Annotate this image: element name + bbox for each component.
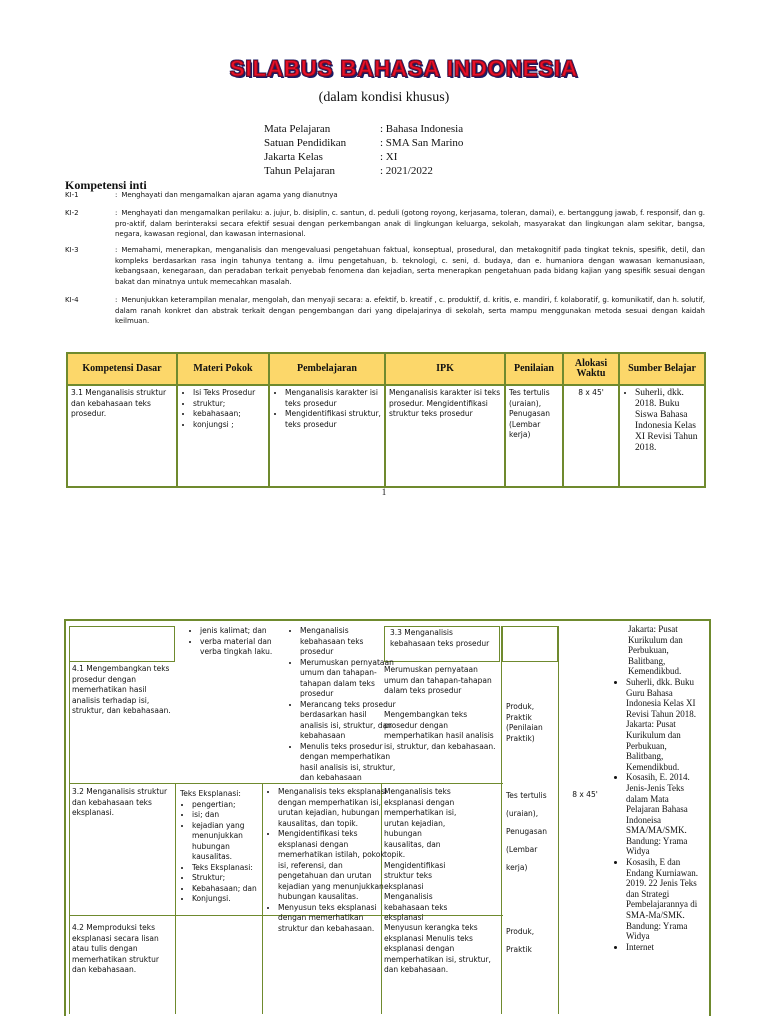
page-number: 1 (381, 487, 387, 497)
penilaian-line: (uraian), (506, 809, 539, 818)
sumber-belajar (614, 624, 704, 952)
list-item: • Menganalisis teks eksplanasi dengan memperhatikan isi, urutan kejadian, hubungan kausalitas, dan topik. (278, 787, 388, 829)
list-item: • struktur; (193, 399, 265, 410)
meta-value: : XI (380, 151, 398, 163)
list-item: • pengertian; (192, 800, 262, 811)
meta-value: : SMA San Marino (380, 137, 464, 149)
ki-item (65, 190, 705, 201)
list-item: • konjungsi ; (193, 420, 265, 431)
list-item: • Konjungsi. (192, 894, 262, 905)
materi-cell (177, 385, 269, 487)
ipk-text: 3.3 Menganalisis kebahasaan teks prosedur (390, 628, 490, 648)
column-header: Penilaian (505, 353, 563, 385)
pembelajaran-cell (269, 385, 385, 487)
ipk-text: Merumuskan pernyataan umum dan tahapan-tahapan dalam teks prosedur (384, 665, 492, 695)
list-item: • Isi Teks Prosedur (193, 388, 265, 399)
list-item: • Mengidentifikasi teks eksplanasi dengan memerhatikan istilah, pokok isi, referensi, dan pengetahuan dan urutan kejadian yang menunjukkan hubungan kausalitas. (278, 829, 388, 903)
ki-text: : Memahami, menerapkan, menganalisis dan mengevaluasi pengetahuan faktual, konseptual, prosedural, dan metakognitif pada tingkat teknis, spesifik, detil, dan kompleks berdasarkan rasa ingin tahunya tentang a. ilmu pengetahuan, b. teknologi, c. seni, d. budaya, dan e. humaniora dengan wawasan kemanusiaan, kebangsaan, kenegaraan, dan peradaban terkait penyebab fenomena dan kejadian, serta menerapkan pengetahuan pada bidang kajian yang spesifik sesuai dengan bakat dan minatnya untuk memecahkan masalah. (115, 246, 705, 286)
ki-heading: Kompetensi inti (65, 178, 147, 192)
column-header: Pembelajaran (269, 353, 385, 385)
list-item: • Teks Eksplanasi: (192, 863, 262, 874)
ki-text: : Menghayati dan mengamalkan perilaku: a. jujur, b. disiplin, c. santun, d. peduli (gotong royong, kerjasama, toleran, damai), e. bertanggung jawab, f. responsif, dan g. pro-aktif, dalam berinteraksi secara efektif sesuai dengan perkembangan anak di lingkungan keluarga, sekolah, masyarakat dan lingkungan alam sekitar, bangsa, negara, kawasan regional, dan kawasan internasional. (115, 209, 705, 238)
column-header: Materi Pokok (177, 353, 269, 385)
kd-text: 4.2 Memproduksi teks eksplanasi secara lisan atau tulis dengan memerhatikan struktur dan kebahasaan. (72, 923, 159, 974)
ki-code: KI-2 (65, 209, 79, 217)
ki-text: : Menunjukkan keterampilan menalar, mengolah, dan menyaji secara: a. efektif, b. kreatif , c. produktif, d. kritis, e. mandiri, f. kolaboratif, g. komunikatif, dan h. solutif, dalam ranah konkret dan abstrak terkait dengan pengembangan dari yang dipelajarinya di sekolah, serta mampu menggunakan metoda sesuai dengan kaidah keilmuan. (115, 296, 705, 325)
penilaian-line: Praktik (506, 945, 532, 954)
penilaian-line: Penugasan (509, 409, 550, 418)
meta-row (264, 122, 463, 136)
meta-row (264, 136, 463, 150)
ki-code: KI-4 (65, 296, 79, 304)
penilaian-text (506, 923, 558, 959)
kd-cell: 3.1 Menganalisis struktur dan kebahasaan teks prosedur. (67, 385, 177, 487)
ki-item (65, 208, 705, 240)
kd-text: 4.1 Mengembangkan teks prosedur dengan memerhatikan hasil analisis terhadap isi, struktur, dan kebahasaan. (72, 664, 171, 715)
penilaian-line: (uraian), (509, 398, 542, 408)
penilaian-line: Tes tertulis (509, 388, 550, 397)
ki-item (65, 245, 705, 287)
column-divider (69, 626, 70, 1014)
penilaian-text: Produk, Praktik (Penilaian Praktik) (506, 702, 543, 743)
list-item: • Merumuskan pernyataan umum dan tahapan-tahapan dalam teks prosedur (300, 658, 396, 700)
list-item: • Suherli, dkk. Buku Guru Bahasa Indonesia Kelas XI Revisi Tahun 2018. Jakarta: Pusat Kurikulum dan Perbukuan, Balitbang, Kemendikbud. (626, 677, 704, 772)
list-item: • Menganalisis kebahasaan teks prosedur (300, 626, 396, 658)
materi-text (180, 789, 262, 905)
penilaian-cell (505, 385, 563, 487)
penilaian-line: Produk, (506, 927, 535, 936)
row-divider (69, 783, 503, 784)
meta-value: : Bahasa Indonesia (380, 123, 464, 135)
alokasi-text: 8 x 45' (572, 790, 598, 799)
ipk-cell: Menganalisis karakter isi teks prosedur. Mengidentifikasi struktur teks prosedur (385, 385, 505, 487)
penilaian-line: kerja) (506, 863, 528, 872)
ki-text: : Menghayati dan mengamalkan ajaran agama yang dianutnya (115, 191, 338, 199)
column-header: Sumber Belajar (619, 353, 705, 385)
list-item: • Kosasih, E dan Endang Kurniawan. 2019. 22 Jenis Teks dan Strategi Pembelajarannya di SMA-Ma/SMK. Bandung: Yrama Widya (626, 857, 704, 942)
ipk-text: Menganalisis teks eksplanasi dengan memperhatikan isi, urutan kejadian, hubungan kausalitas, dan topik. Mengidentifikasi struktur teks eksplanasi Menganalisis kebahasaan teks eksplanasi (384, 787, 457, 922)
meta-row (264, 164, 463, 178)
list-item: • Menganalisis karakter isi teks prosedur (285, 388, 381, 409)
penilaian-text (506, 787, 558, 877)
column-header: Kompetensi Dasar (67, 353, 177, 385)
pembelajaran-list (266, 787, 388, 934)
column-header: IPK (385, 353, 505, 385)
document-title: SILABUS BAHASA INDONESIA (229, 56, 579, 81)
penilaian-line: Penugasan (506, 827, 547, 836)
alokasi-cell: 8 x 45' (563, 385, 619, 487)
meta-label: Jakarta Kelas (264, 151, 323, 163)
list-item: • Menulis teks prosedur dengan memperhatikan hasil analisis isi, struktur, dan kebahasaan (300, 742, 396, 784)
materi-list (188, 626, 275, 658)
table-row (67, 385, 705, 487)
ki-item (65, 295, 705, 327)
ki-text-content: Menghayati dan mengamalkan perilaku: a. jujur, b. disiplin, c. santun, d. peduli (gotong royong, kerjasama, toleran, damai), e. bertanggung jawab, f. responsif, dan g. pro-aktif, dalam berinteraksi secara efektif sesuai dengan perkembangan anak di lingkungan keluarga, sekolah, masyarakat dan lingkungan alam sekitar, bangsa, negara, kawasan regional, dan kawasan internasional. (115, 209, 705, 238)
ki-code: KI-3 (65, 246, 79, 254)
column-header: Alokasi Waktu (563, 353, 619, 385)
meta-label: Mata Pelajaran (264, 123, 331, 135)
table-cell (502, 626, 558, 662)
penilaian-line: kerja) (509, 430, 531, 439)
list-item: • Merancang teks prosedur berdasarkan hasil analisis isi, struktur, dan kebahasaan (300, 700, 396, 742)
list-item: • verba material dan verba tingkah laku. (200, 637, 275, 658)
list-item: • kejadian yang menunjukkan hubungan kausalitas. (192, 821, 262, 863)
ki-code: KI-1 (65, 191, 79, 199)
kd-text: 3.2 Menganalisis struktur dan kebahasaan teks eksplanasi. (72, 787, 168, 817)
meta-row (264, 150, 463, 164)
meta-value: : 2021/2022 (380, 165, 433, 177)
document-meta (264, 122, 463, 178)
document-subtitle: (dalam kondisi khusus) (318, 90, 450, 105)
sumber-cell (619, 385, 705, 487)
list-item: • kebahasaan; (193, 409, 265, 420)
table-cell (69, 626, 175, 662)
ki-text-content: Menunjukkan keterampilan menalar, mengolah, dan menyaji secara: a. efektif, b. kreatif , c. produktif, d. kritis, e. mandiri, f. kolaboratif, g. komunikatif, dan h. solutif, dalam ranah konkret dan abstrak terkait dengan pengembangan dari yang dipelajarinya di sekolah, serta mampu menggunakan metoda sesuai dengan kaidah keilmuan. (115, 296, 705, 325)
table-header-row (67, 353, 705, 385)
penilaian-line: Tes tertulis (506, 791, 547, 800)
list-item: • Kebahasaan; dan (192, 884, 262, 895)
list-item: • isi; dan (192, 810, 262, 821)
column-divider (175, 783, 176, 1014)
list-item: • Mengidentifikasi struktur, teks prosedur (285, 409, 381, 430)
penilaian-line: (Lembar (506, 845, 538, 854)
list-item: • Struktur; (192, 873, 262, 884)
ki-text-content: Memahami, menerapkan, menganalisis dan mengevaluasi pengetahuan faktual, konseptual, prosedural, dan metakognitif pada tingkat teknis, spesifik, detil, dan kompleks berdasarkan rasa ingin tahunya tentang a. ilmu pengetahuan, b. teknologi, c. seni, d. budaya, dan e. humaniora dengan wawasan kemanusiaan, kebangsaan, kenegaraan, dan peradaban terkait penyebab fenomena dan kejadian, serta menerapkan pengetahuan pada bidang kajian yang spesifik sesuai dengan bakat dan minatnya untuk memecahkan masalah. (115, 246, 705, 286)
meta-label: Tahun Pelajaran (264, 165, 336, 177)
ipk-text: Mengembangkan teks prosedur dengan memperhatikan hasil analisis isi, struktur, dan kebahasaan. (384, 710, 496, 751)
list-item: • jenis kalimat; dan (200, 626, 275, 637)
list-item: • Internet (626, 942, 704, 953)
sumber-continuation: Jakarta: Pusat Kurikulum dan Perbukuan, Balitbang, Kemendikbud. (628, 624, 683, 677)
meta-label: Satuan Pendidikan (264, 137, 347, 149)
syllabus-table (66, 352, 706, 488)
column-divider (262, 783, 263, 1014)
column-divider (501, 626, 502, 1014)
list-item: • Suherli, dkk. 2018. Buku Siswa Bahasa Indonesia Kelas XI Revisi Tahun 2018. (635, 388, 701, 454)
ki-text-content: Menghayati dan mengamalkan ajaran agama yang dianutnya (121, 191, 338, 199)
column-divider (558, 626, 559, 1014)
list-item: • Kosasih, E. 2014. Jenis-Jenis Teks dalam Mata Pelajaran Bahasa Indoneisa SMA/MA/SMK. Bandung: Yrama Widya (626, 772, 704, 857)
ipk-text: Menyusun kerangka teks eksplanasi Menulis teks eksplanasi dengan memperhatikan isi, struktur, dan kebahasaan. (384, 923, 491, 974)
penilaian-line: (Lembar (509, 419, 541, 429)
list-item: • Menyusun teks eksplanasi dengan memerhatikan struktur dan kebahasaan. (278, 903, 388, 935)
pembelajaran-list (288, 626, 396, 784)
materi-title: Teks Eksplanasi: (180, 789, 241, 798)
